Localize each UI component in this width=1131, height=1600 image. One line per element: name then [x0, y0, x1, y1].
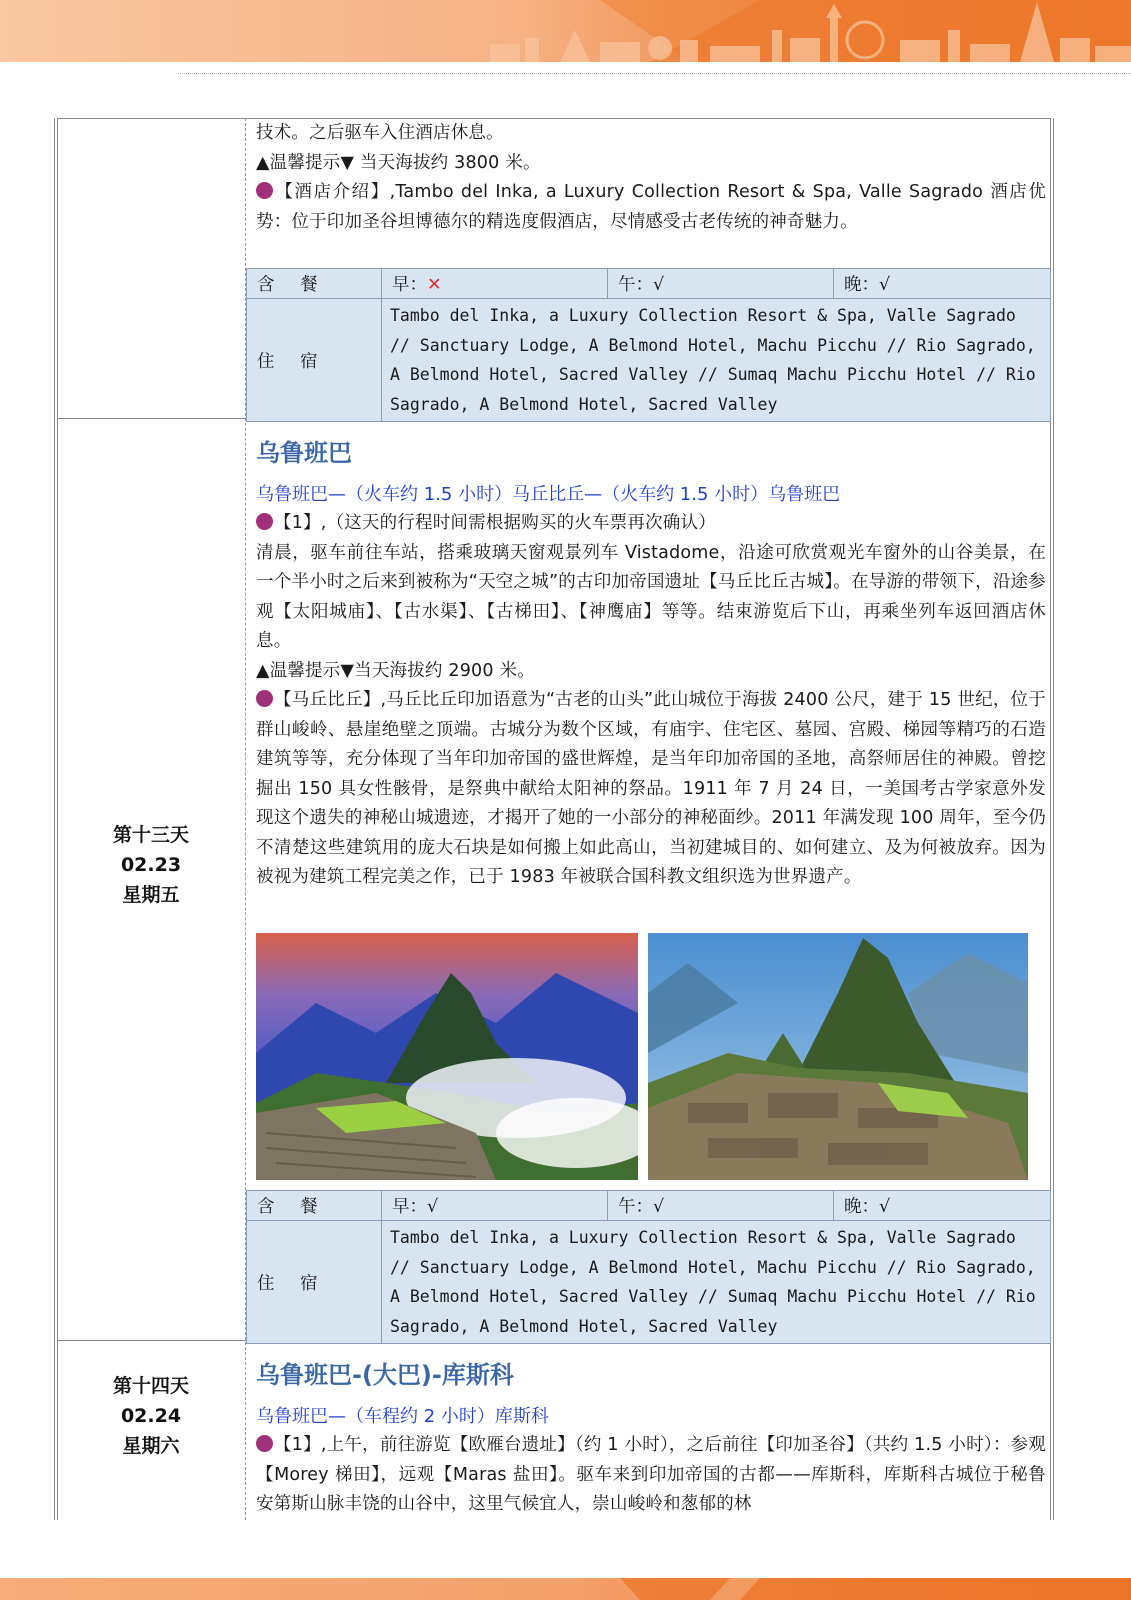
bullet-icon [256, 690, 273, 707]
item-1-text: 【1】,上午，前往游览【欧雁台遗址】（约 1 小时），之后前往【印加圣谷】（共约 1.5 小时）：参观【Morey 梯田】，远观【Maras 盐田】。驱车来到印加帝国的古都——库斯科，库斯科古城位于秘鲁安第斯山脉丰饶的山谷中，这里气候宜人，崇山峻岭和葱郁的林 [256, 1435, 1046, 1514]
day-date: 02.24 [120, 1405, 182, 1427]
machu-picchu-intro [256, 686, 1046, 893]
meals-lodging-table-2 [246, 1190, 1051, 1344]
machu-picchu-text: 【马丘比丘】,马丘比丘印加语意为“古老的山头”此山城位于海拔 2400 公尺，建于 15 世纪，位于群山峻岭、悬崖绝壁之顶端。古城分为数个区域，有庙宇、住宅区、墓园、宫殿、梯园等精巧的石造建筑等等，充分体现了当年印加帝国的盛世辉煌，是当年印加帝国的圣地，高祭师居住的神殿。曾挖掘出 150 具女性骸骨，是祭典中献给太阳神的祭品。1911 年 7 月 24 日，一美国考古学家意外发现这个遗失的神秘山城遗迹，才揭开了她的一小部分的神秘面纱。2011 年满发现 100 周年，至今仍不清楚这些建筑用的庞大石块是如何搬上如此高山，当初建城目的、如何建立、及为何被放弃。因为被视为建筑工程完美之作，已于 1983 年被联合国科教文组织选为世界遗产。 [256, 690, 1046, 887]
footer-band [0, 1578, 1131, 1600]
dinner-cell: 晚：√ [834, 1191, 1051, 1221]
continuation-text [256, 119, 1046, 237]
lunch-cell: 午：√ [608, 269, 834, 299]
text-line: 技术。之后驱车入住酒店休息。 [256, 123, 504, 143]
hotel-intro [256, 178, 1046, 237]
day-weekday: 星期五 [122, 884, 180, 906]
meals-label: 含 餐 [247, 269, 382, 299]
day13-description: 清晨，驱车前往车站，搭乘玻璃天窗观景列车 Vistadome，沿途可欣赏观光车窗外的山谷美景，在一个半小时之后来到被称为“天空之城”的古印加帝国遗址【马丘比丘古城】。在导游的带领下，沿途参观【太阳城庙】、【古水渠】、【古梯田】、【神鹰庙】等等。结束游览后下山，再乘坐列车返回酒店休息。 [256, 542, 1046, 651]
day13-route: 乌鲁班巴—（火车约 1.5 小时）马丘比丘—（火车约 1.5 小时）乌鲁班巴 [256, 484, 841, 505]
bullet-icon [256, 1435, 273, 1452]
item-1-text: 【1】,（这天的行程时间需根据购买的火车票再次确认） [274, 513, 716, 533]
day-weekday: 星期六 [122, 1435, 180, 1457]
hotel-intro-text: 【酒店介绍】,Tambo del Inka, a Luxury Collection Resort & Spa, Valle Sagrado 酒店优势：位于印加圣谷坦博德尔的精选度假酒店，尽情感受古老传统的神奇魅力。 [256, 182, 1046, 232]
altitude-tip: ▲温馨提示▼ 当天海拔约 3800 米。 [256, 152, 541, 173]
day-number: 第十四天 [112, 1375, 189, 1397]
lodging-label: 住 宿 [247, 1221, 382, 1344]
bullet-icon [256, 513, 273, 530]
lodging-hotels: Tambo del Inka, a Luxury Collection Resort & Spa, Valle Sagrado // Sanctuary Lodge, A Belmond Hotel, Machu Picchu // Rio Sagrado, A Belmond Hotel, Sacred Valley // Sumaq Machu Picchu Hotel // Rio Sagrado, A Belmond Hotel, Sacred Valley [382, 299, 1051, 422]
meals-lodging-table-1 [246, 268, 1051, 422]
lodging-label: 住 宿 [247, 299, 382, 422]
bullet-icon [256, 182, 273, 199]
day14-title: 乌鲁班巴-(大巴)-库斯科 [256, 1361, 514, 1389]
lodging-hotels: Tambo del Inka, a Luxury Collection Resort & Spa, Valle Sagrado // Sanctuary Lodge, A Belmond Hotel, Machu Picchu // Rio Sagrado, A Belmond Hotel, Sacred Valley // Sumaq Machu Picchu Hotel // Rio Sagrado, A Belmond Hotel, Sacred Valley [382, 1221, 1051, 1344]
breakfast-cell [382, 269, 608, 299]
item-1 [256, 1431, 1046, 1520]
header-banner [0, 0, 1131, 62]
altitude-tip: ▲温馨提示▼当天海拔约 2900 米。 [256, 660, 535, 681]
day14-body [256, 1431, 1046, 1520]
breakfast-cell: 早：√ [382, 1191, 608, 1221]
machu-picchu-photo-right [648, 933, 1028, 1180]
lunch-cell: 午：√ [608, 1191, 834, 1221]
day13-title: 乌鲁班巴 [256, 439, 352, 467]
header-divider [178, 73, 1131, 74]
day13-label [58, 820, 244, 910]
meals-label: 含 餐 [247, 1191, 382, 1221]
day-number: 第十三天 [112, 824, 189, 846]
dinner-cell: 晚：√ [834, 269, 1051, 299]
day14-route: 乌鲁班巴—（车程约 2 小时）库斯科 [256, 1406, 549, 1427]
skyline-decoration [0, 0, 1131, 62]
item-1 [256, 509, 1046, 539]
cross-icon: ✕ [427, 275, 442, 295]
day13-body [256, 509, 1046, 893]
machu-picchu-photo-left [256, 933, 638, 1180]
day-date: 02.23 [120, 854, 182, 876]
day14-label [58, 1371, 244, 1461]
breakfast-label: 早： [392, 275, 427, 295]
